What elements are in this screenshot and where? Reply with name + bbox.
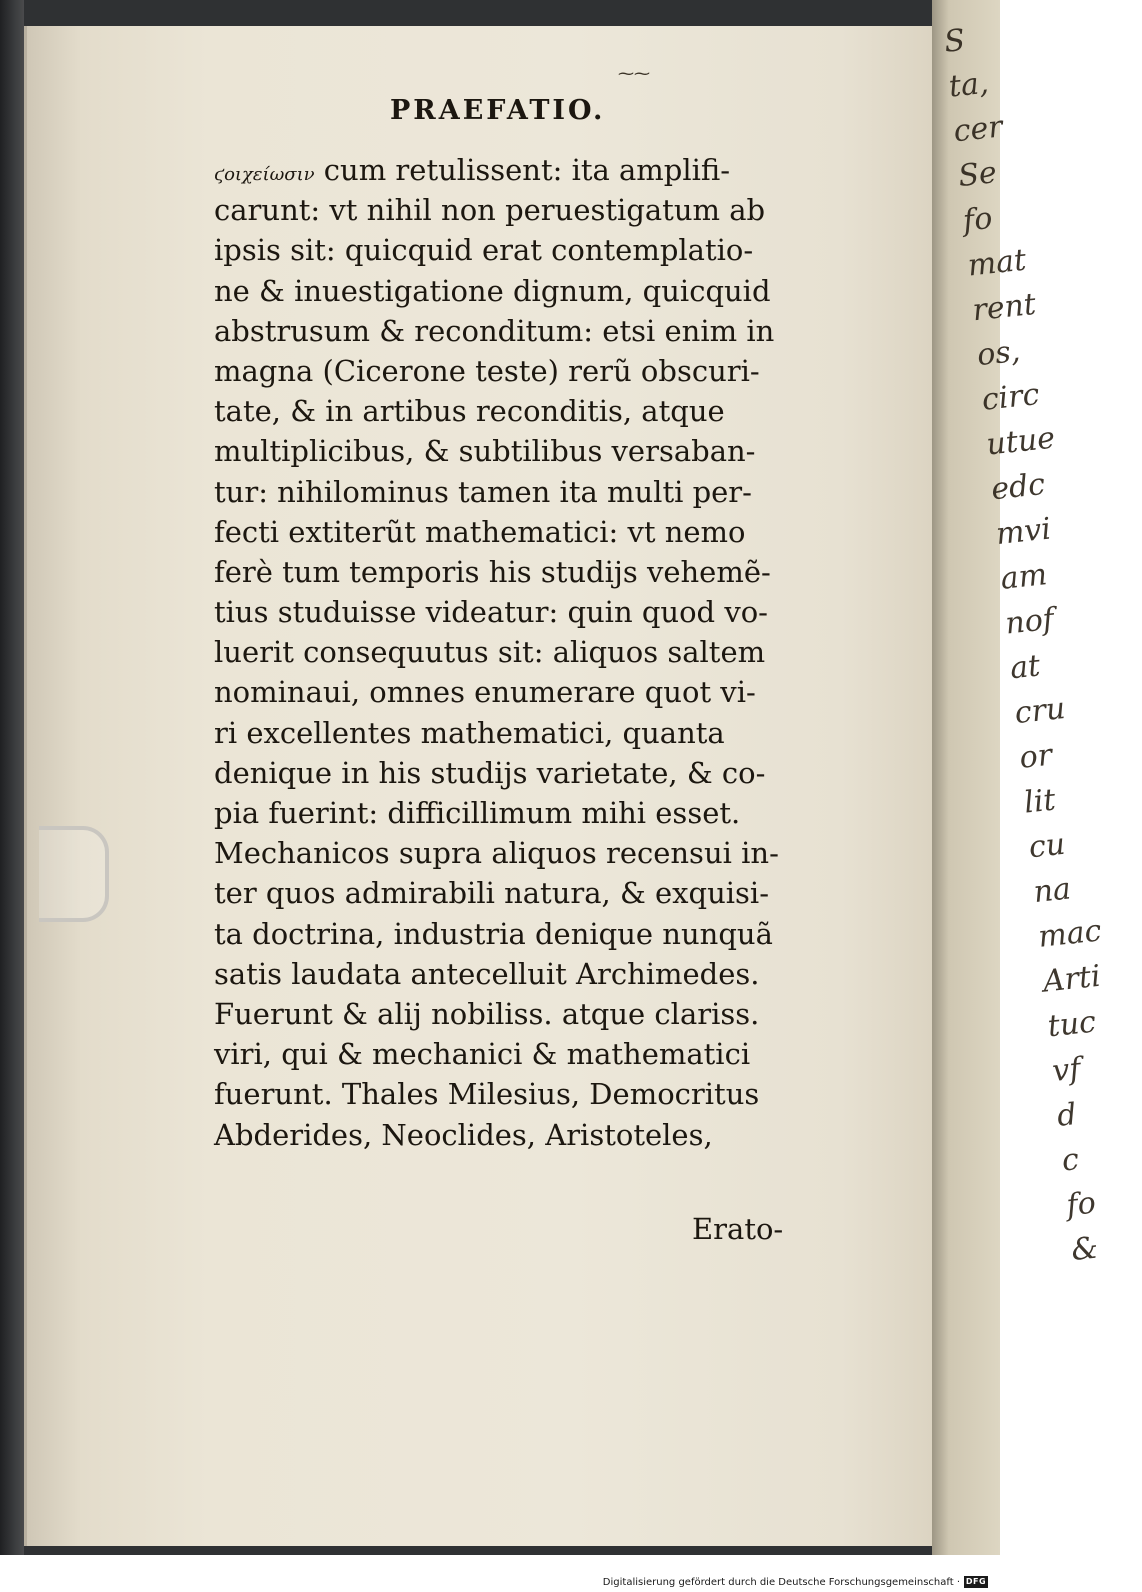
page-clip xyxy=(39,826,109,922)
funding-credit: Digitalisierung gefördert durch die Deutsche Forschungsgemeinschaft · xyxy=(602,1577,960,1588)
text-line: denique in his studijs varietate, & co- xyxy=(214,755,766,790)
text-line: Mechanicos supra aliquos recensui in- xyxy=(214,836,779,871)
text-line: luerit consequutus sit: aliquos saltem xyxy=(214,635,766,670)
dfg-logo-icon: DFG xyxy=(965,1577,987,1586)
text-line: ne & inuestigatione dignum, quicquid xyxy=(214,273,771,308)
text-line: satis laudata antecelluit Archimedes. xyxy=(214,956,760,991)
facing-page-edge xyxy=(932,0,1104,1555)
text-line: nominaui, omnes enumerare quot vi- xyxy=(214,675,756,710)
text-line: Abderides, Neoclides, Aristoteles, xyxy=(214,1117,713,1152)
text-line: Fuerunt & alij nobiliss. atque clariss. xyxy=(214,996,760,1031)
text-line: ipsis sit: quicquid erat contemplatio- xyxy=(214,233,754,268)
greek-word: ϛοιχείωσιν xyxy=(214,164,315,185)
text-line: pia fuerint: difficillimum mihi esset. xyxy=(214,796,741,830)
body-text xyxy=(214,150,854,1155)
text-line: magna (Cicerone teste) rerũ obscuri- xyxy=(214,353,760,388)
text-line: abstrusum & reconditum: etsi enim in xyxy=(214,313,775,348)
ornament-mark: ⁓⁓ xyxy=(618,64,650,83)
text-line: tius studuisse videatur: quin quod vo- xyxy=(214,595,768,630)
text-line: tate, & in artibus reconditis, atque xyxy=(214,394,725,429)
running-head: PRAEFATIO. xyxy=(390,95,606,126)
text-line: viri, qui & mechanici & mathematici xyxy=(214,1037,751,1072)
text-line: multiplicibus, & subtilibus versaban- xyxy=(214,434,756,469)
text-line: fuerunt. Thales Milesius, Democritus xyxy=(214,1077,760,1112)
text-line: ta doctrina, industria denique nunquã xyxy=(214,916,773,951)
text-line: fecti extiterũt mathematici: vt nemo xyxy=(214,514,746,549)
text-line: ter quos admirabili natura, & exquisi- xyxy=(214,876,769,911)
text-line: tur: nihilominus tamen ita multi per- xyxy=(214,474,752,509)
text-line: ri excellentes mathematici, quanta xyxy=(214,715,725,750)
text-line: carunt: vt nihil non peruestigatum ab xyxy=(214,193,766,228)
facing-page-text: S ta, cer Se fo mat rent os, circ utue edc mvi am nof at cru or lit cu na mac Arti tuc vf d c fo & xyxy=(942,22,1104,1269)
text-line: ϛοιχείωσιν cum retulissent: ita amplifi- xyxy=(214,153,731,187)
book-left-edge xyxy=(0,0,24,1555)
text-line: ferè tum temporis his studijs vehemẽ- xyxy=(214,554,771,589)
catchword: Erato- xyxy=(692,1212,784,1246)
